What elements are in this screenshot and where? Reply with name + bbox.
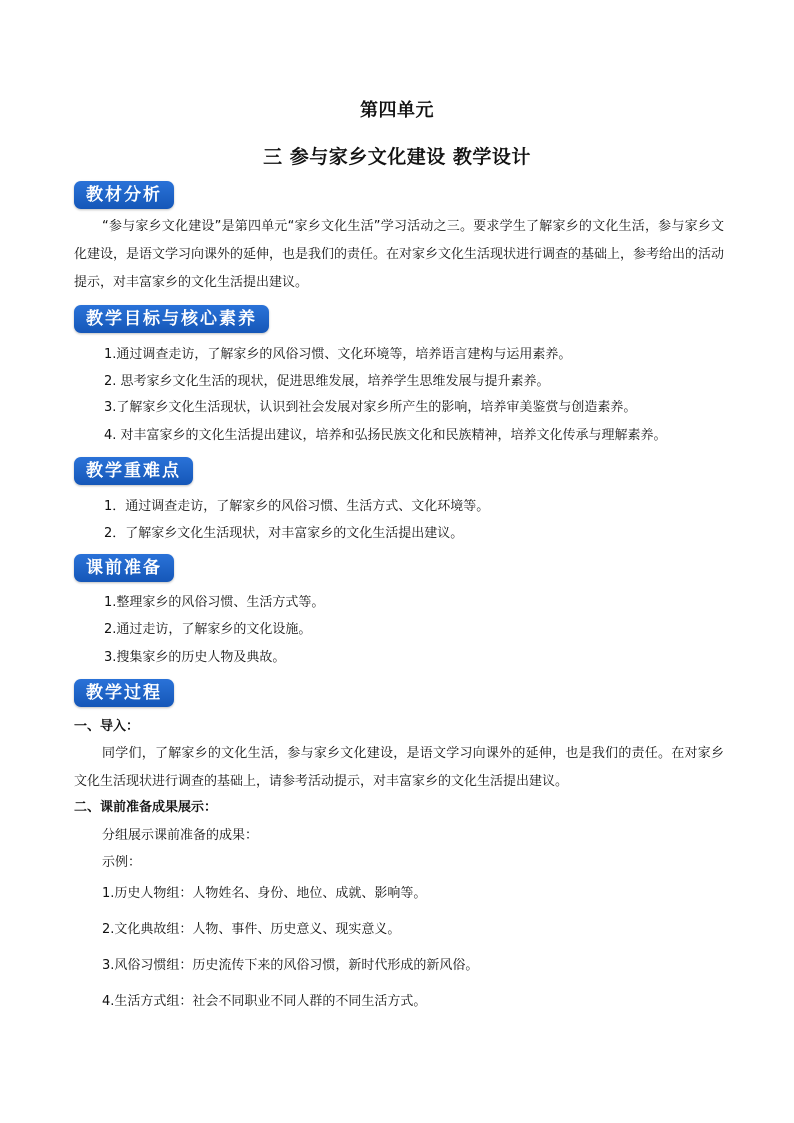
showcase-intro: 分组展示课前准备的成果：: [102, 828, 259, 843]
preparation-item-2: 2.通过走访，了解家乡的文化设施。: [104, 622, 312, 637]
section-badge-goals: 教学目标与核心素养: [74, 305, 269, 333]
process-intro-paragraph: 同学们，了解家乡的文化生活，参与家乡文化建设，是语文学习向课外的延伸，也是我们的责任。在对家乡文化生活现状进行调查的基础上，请参考活动提示，对丰富家乡的文化生活提出建议。: [74, 746, 724, 789]
process-heading-intro: 一、导入：: [74, 719, 140, 734]
example-item-4: 4.生活方式组：社会不同职业不同人群的不同生活方式。: [102, 994, 427, 1009]
example-item-3: 3.风俗习惯组：历史流传下来的风俗习惯，新时代形成的新风俗。: [102, 958, 479, 973]
section-badge-key-points: 教学重难点: [74, 457, 193, 485]
goal-item-3: 3.了解家乡文化生活现状，认识到社会发展对家乡所产生的影响，培养审美鉴赏与创造素养。: [104, 400, 637, 415]
section-badge-analysis: 教材分析: [74, 181, 174, 209]
key-point-item-2: 2．了解家乡文化生活现状，对丰富家乡的文化生活提出建议。: [104, 526, 464, 541]
analysis-paragraph: “参与家乡文化建设”是第四单元“家乡文化生活”学习活动之三。要求学生了解家乡的文化生活，参与家乡文化建设，是语文学习向课外的延伸，也是我们的责任。在对家乡文化生活现状进行调查的基础上，参考给出的活动提示，对丰富家乡的文化生活提出建议。: [74, 219, 725, 290]
section-badge-preparation: 课前准备: [74, 554, 174, 582]
key-point-item-1: 1．通过调查走访，了解家乡的风俗习惯、生活方式、文化环境等。: [104, 499, 490, 514]
preparation-item-1: 1.整理家乡的风俗习惯、生活方式等。: [104, 595, 325, 610]
goal-item-2: 2. 思考家乡文化生活的现状，促进思维发展，培养学生思维发展与提升素养。: [104, 374, 550, 389]
process-heading-showcase: 二、课前准备成果展示：: [74, 800, 218, 815]
goal-item-4: 4. 对丰富家乡的文化生活提出建议，培养和弘扬民族文化和民族精神，培养文化传承与理解素养。: [104, 428, 667, 443]
lesson-title: 三 参与家乡文化建设 教学设计: [263, 146, 531, 168]
example-label: 示例：: [102, 855, 142, 870]
unit-title: 第四单元: [360, 100, 434, 121]
example-item-1: 1.历史人物组：人物姓名、身份、地位、成就、影响等。: [102, 886, 427, 901]
section-badge-process: 教学过程: [74, 679, 174, 707]
goal-item-1: 1.通过调查走访，了解家乡的风俗习惯、文化环境等，培养语言建构与运用素养。: [104, 347, 572, 362]
example-item-2: 2.文化典故组：人物、事件、历史意义、现实意义。: [102, 922, 401, 937]
preparation-item-3: 3.搜集家乡的历史人物及典故。: [104, 650, 286, 665]
